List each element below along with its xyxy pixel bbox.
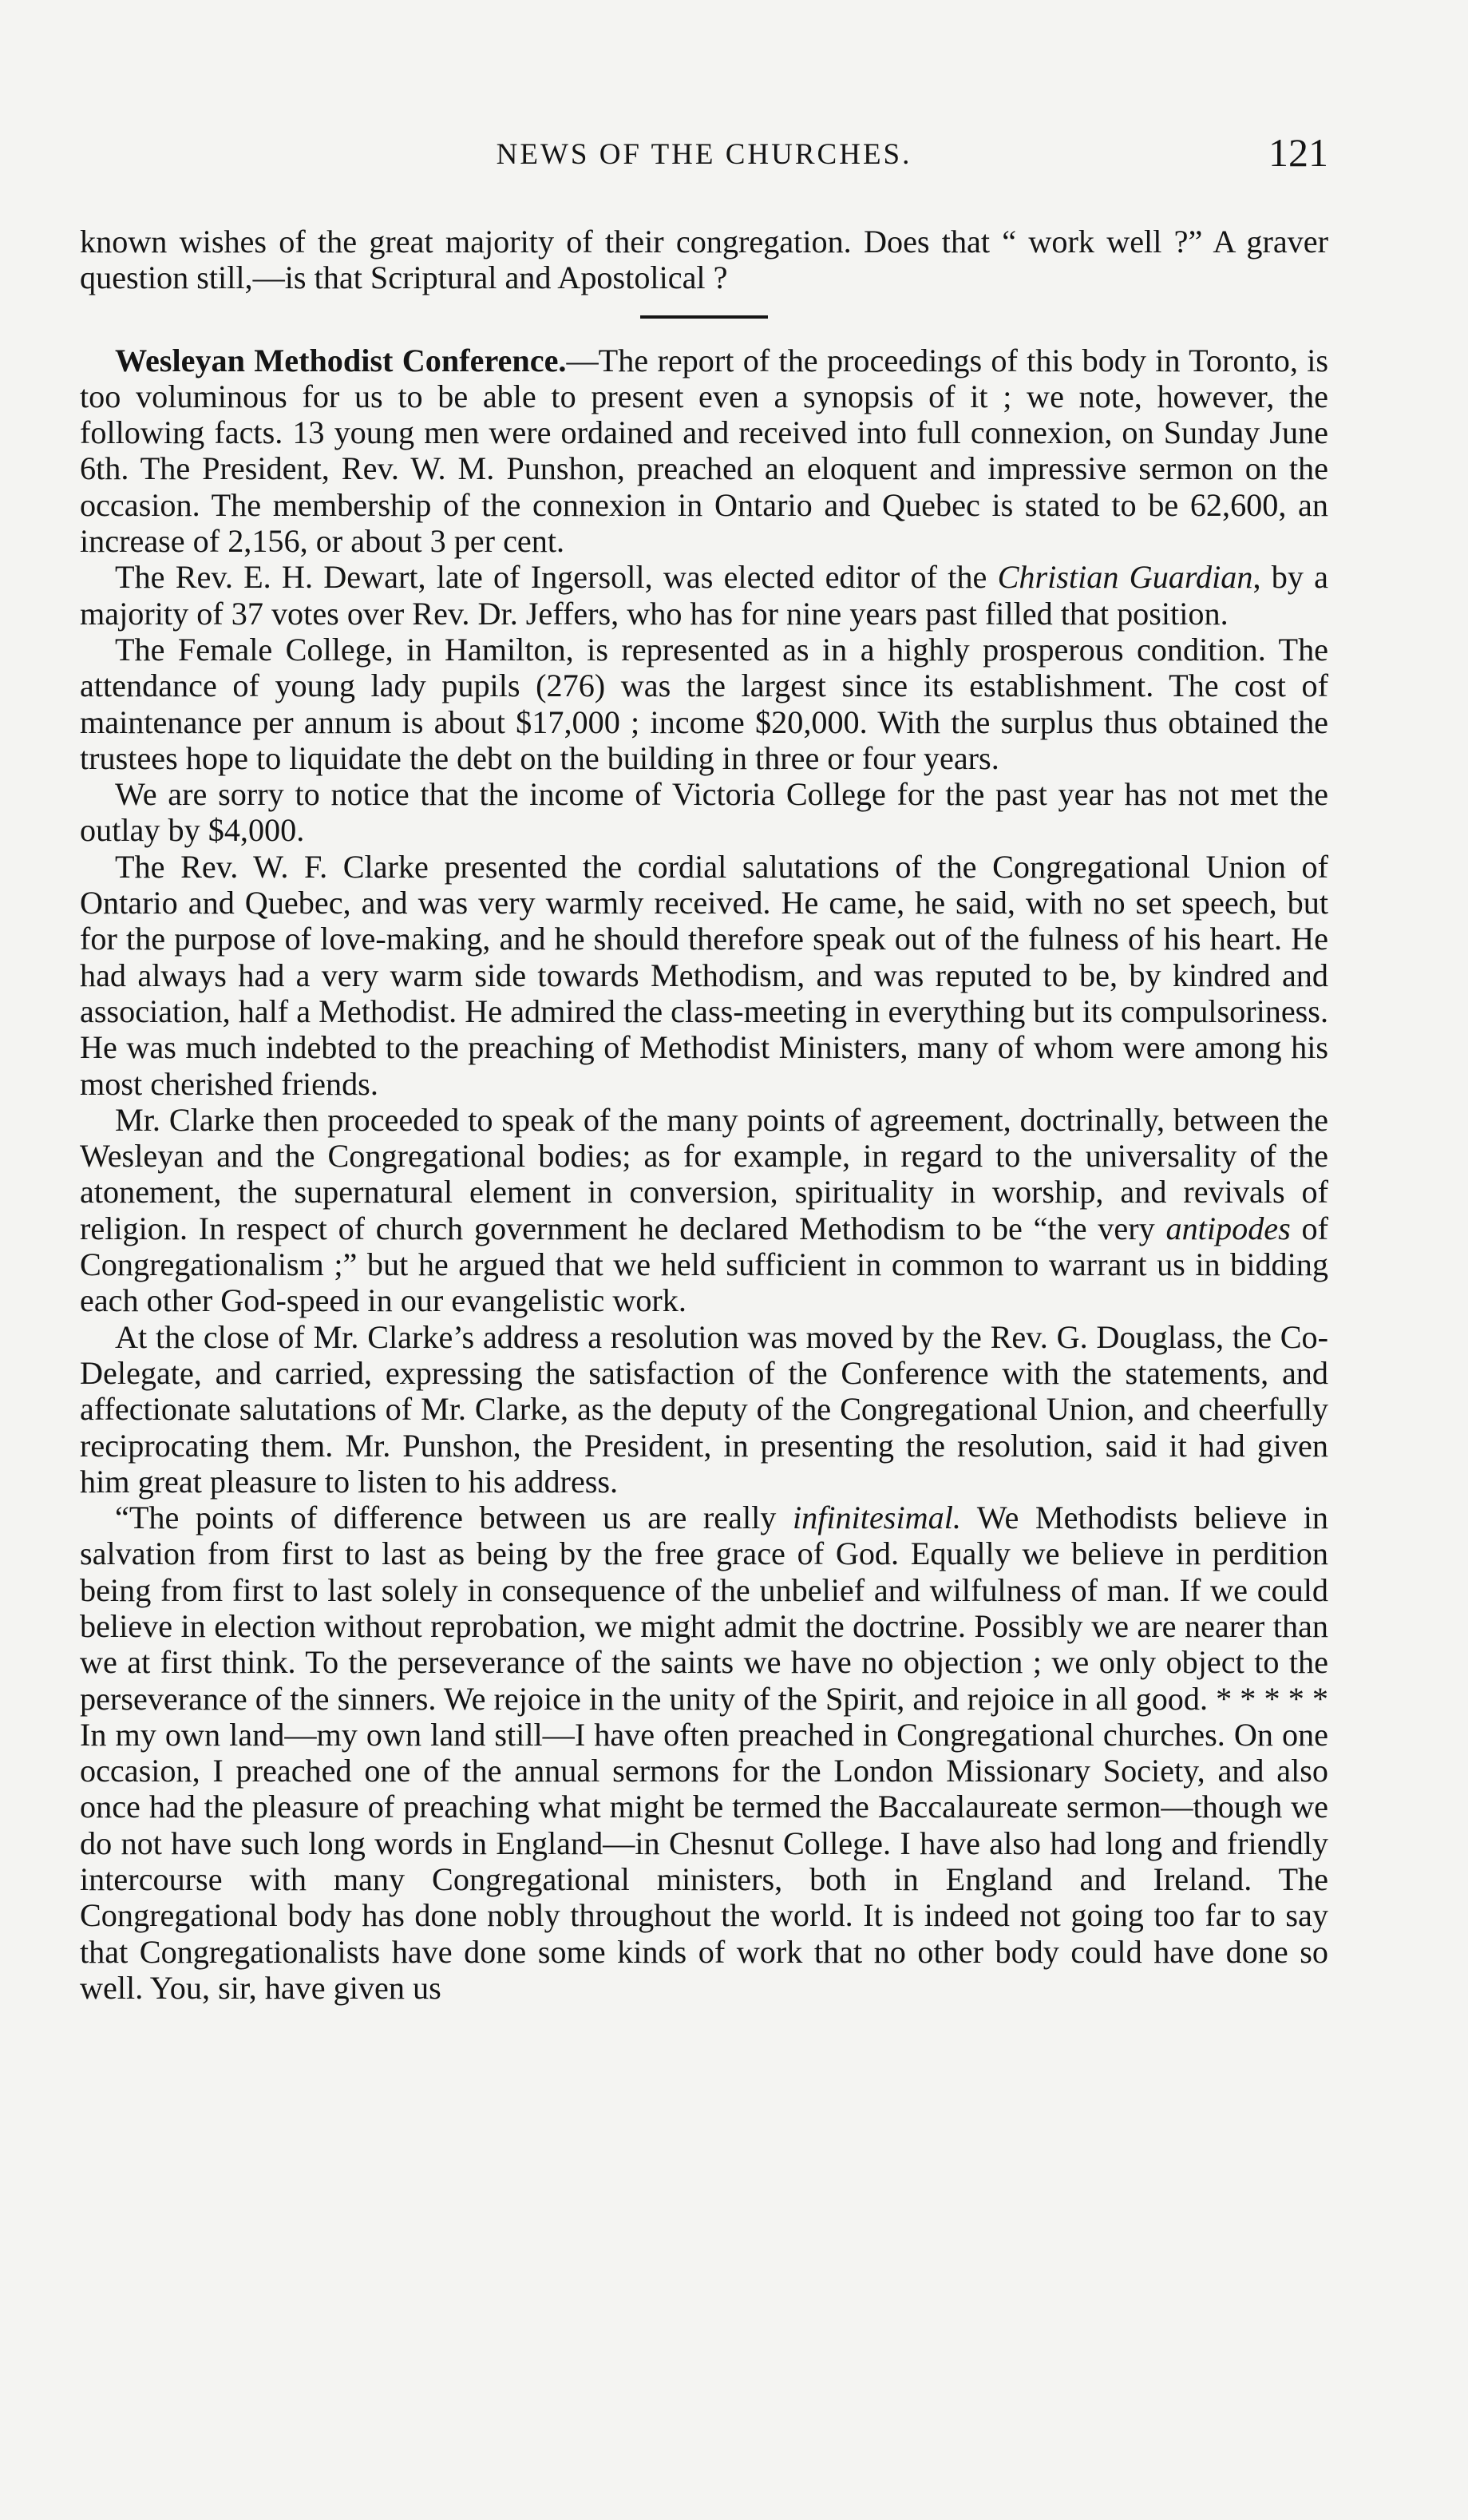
conference-paragraph xyxy=(80,343,1328,560)
section-divider xyxy=(640,315,768,319)
conference-text: —The report of the proceedings of this body in Toronto, is too voluminous for us to be able to present even a synopsis of it ; we note, however, the following facts. 13 young men were ordained and received into full connexion, on Sunday June 6th. The President, Rev. W. M. Punshon, preached an eloquent and impressive sermon on the occasion. The membership of the connexion in Ontario and Quebec is stated to be 62,600, an increase of 2,156, or about 3 per cent. xyxy=(80,342,1328,560)
female-college-paragraph: The Female College, in Hamilton, is represented as in a highly prosperous condition. The attendance of young lady pupils (276) was the largest since its establishment. The cost of maintenance per annum is about $17,000 ; income $20,000. With the surplus thus obtained the trustees hope to liquidate the debt on the building in three or four years. xyxy=(80,631,1328,776)
section-heading: Wesleyan Methodist Conference. xyxy=(115,342,567,378)
article-body xyxy=(80,224,1328,2006)
antipodes-word: antipodes xyxy=(1165,1210,1291,1246)
agreement-text-end: of Congregationalism ;” but he argued that we held sufficient in common to warrant us in bidding each other God-speed in our evangelistic work. xyxy=(80,1210,1328,1319)
editor-text-end: , by a majority of 37 votes over Rev. Dr. Jeffers, who has for nine years past filled that position. xyxy=(80,559,1329,632)
page-number: 121 xyxy=(1268,130,1328,175)
editor-text: The Rev. E. H. Dewart, late of Ingersoll, was elected editor of the xyxy=(115,559,998,596)
quote-text: “The points of difference between us are really xyxy=(115,1500,793,1536)
victoria-college-paragraph: We are sorry to notice that the income of Victoria College for the past year has not met the outlay by $4,000. xyxy=(80,776,1328,849)
punshon-quote-paragraph xyxy=(80,1500,1328,2006)
opening-paragraph: known wishes of the great majority of their congregation. Does that “ work well ?” A graver question still,—is that Scriptural and Apostolical ? xyxy=(80,224,1328,296)
editor-paragraph xyxy=(80,559,1328,632)
agreement-text: Mr. Clarke then proceeded to speak of the many points of agreement, doctrinally, between the Wesleyan and the Congregational bodies; as for example, in regard to the universality of the atonement, the supernatural element in conversion, spirituality in worship, and revivals of religion. In respect of church government he declared Methodism to be “the very xyxy=(80,1101,1328,1246)
quote-text-end: We Methodists believe in salvation from first to last as being by the free grace of God. Equally we believe in perdition being from first to last solely in consequence of the unbelief and wilfulness of man. If we could believe in election without reprobation, we might admit the doctrine. Possibly we are nearer than we at first think. To the perseverance of the saints we have no objection ; we only object to the perseverance of the sinners. We rejoice in the unity of the Spirit, and rejoice in all good. * * * * * In my own land—my own land still—I have often preached in Congregational churches. On one occasion, I preached one of the annual sermons for the London Missionary Society, and also once had the pleasure of preaching what might be termed the Baccalaureate sermon—though we do not have such long words in England—in Chesnut College. I have also had long and friendly intercourse with many Congregational ministers, both in England and Ireland. The Congregational body has done nobly throughout the world. It is indeed not going too far to say that Congregationalists have done some kinds of work that no other body could have done so well. You, sir, have given us xyxy=(80,1500,1328,2006)
running-head xyxy=(80,130,1328,185)
running-title: NEWS OF THE CHURCHES. xyxy=(496,138,912,171)
clarke-agreement-paragraph xyxy=(80,1102,1328,1319)
clarke-salutations-paragraph: The Rev. W. F. Clarke presented the cordial salutations of the Congregational Union of Ontario and Quebec, and was very warmly received. He came, he said, with no set speech, but for the purpose of love-making, and he should therefore speak out of the fulness of his heart. He had always had a very warm side towards Methodism, and was reputed to be, by kindred and association, half a Methodist. He admired the class-meeting in everything but its compulsoriness. He was much indebted to the preaching of Methodist Ministers, many of whom were among his most cherished friends. xyxy=(80,848,1328,1102)
infinitesimal-word: infinitesimal. xyxy=(792,1500,961,1536)
resolution-paragraph: At the close of Mr. Clarke’s address a resolution was moved by the Rev. G. Douglass, the Co-Delegate, and carried, expressing the satisfaction of the Conference with the statements, and affectionate salutations of Mr. Clarke, as the deputy of the Congregational Union, and cheerfully reciprocating them. Mr. Punshon, the President, in presenting the resolution, said it had given him great pleasure to listen to his address. xyxy=(80,1318,1328,1500)
newspaper-title: Christian Guardian xyxy=(997,559,1253,596)
